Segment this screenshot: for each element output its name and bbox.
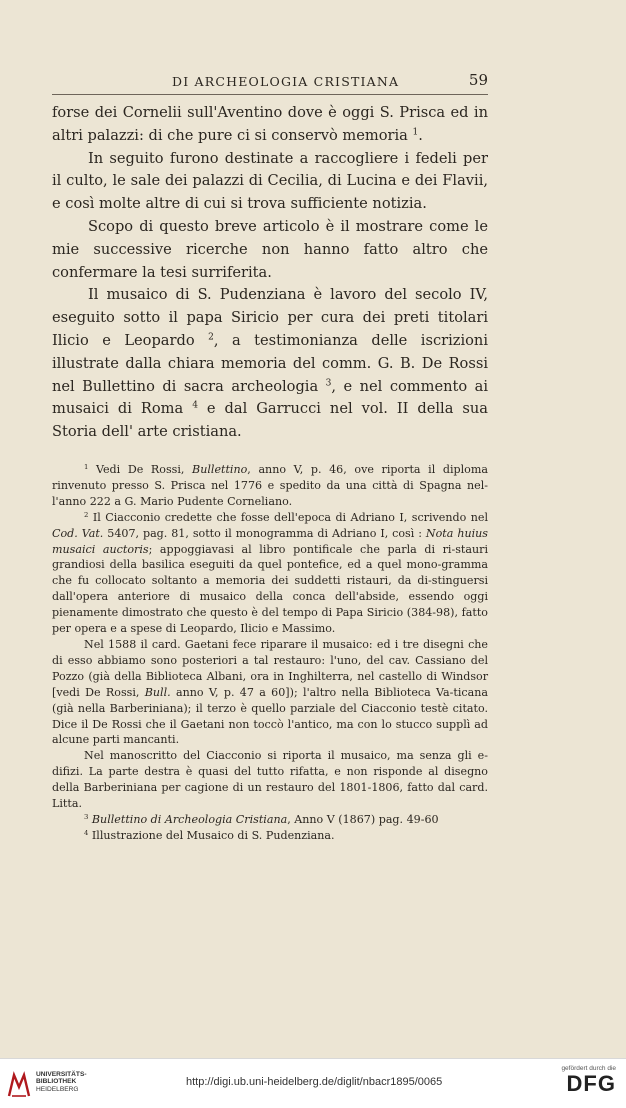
university-name: UNIVERSITÄTS- BIBLIOTHEK HEIDELBERG [36, 1071, 87, 1093]
paragraph-4: Il musaico di S. Pudenziana è lavoro del secolo IV, eseguito sotto il papa Siricio per cura dei preti titolari Ilicio e Leopardo $^2$, a testimonianza delle iscrizioni illustrate dalla chiara memoria del comm. G. B. De Rossi nel Bullettino di sacra archeologia $^3$, e nel commento ai musaici di Roma $^4$ e dal Garrucci nel vol. II della sua Storia dell' arte cristiana. [52, 286, 488, 441]
footnotes [52, 462, 488, 844]
footnote-4: $^4$ Illustrazione del Musaico di S. Pudenziana. [84, 828, 335, 842]
dfg-caption: gefördert durch die [561, 1065, 616, 1072]
footer-bar [0, 1058, 626, 1108]
main-text [52, 102, 488, 444]
note-ref-2: 2 [208, 332, 214, 343]
footnote-1: $^1$ Vedi De Rossi, Bullettino, anno V, p. 46, ove riporta il diploma rinvenuto presso S. Prisca nel 1776 e spedito da una città di Spagna nel-l'anno 222 a G. Mario Pudente Corneliano. [52, 462, 488, 508]
paragraph-1: forse dei Cornelii sull'Aventino dove è oggi S. Prisca ed in altri palazzi: di che pure ci si conservò memoria $^1$. [52, 104, 488, 144]
page-number: 59 [468, 71, 488, 89]
paragraph-2: In seguito furono destinate a raccogliere i fedeli per il culto, le sale dei palazzi di Cecilia, di Lucina e dei Flavii, e così molte altre di cui si trova sufficiente notizia. [52, 149, 488, 213]
header-title: DI ARCHEOLOGIA CRISTIANA [172, 74, 400, 89]
footnote-2-final: Nel manoscritto del Ciacconio si riporta il musaico, ma senza gli e-difizi. La parte destra è quasi del tutto rifatta, e non risponde al disegno della Barberiniana per cagione di un restauro del 1801-1806, fatto dal card. Litta. [52, 749, 488, 811]
university-logo-icon [6, 1069, 32, 1099]
note-ref-1: 1 [412, 127, 419, 138]
note-ref-3: 3 [325, 378, 332, 389]
running-header [52, 72, 488, 92]
footnote-2-continued: Nel 1588 il card. Gaetani fece riparare il musaico: ed i tre disegni che di esso abbiamo sono posteriori a tal restauro: l'uno, del cav. Cassiano del Pozzo (già della Biblioteca Albani, ora in Inghilterra, nel castello di Windsor [vedi De Rossi, Bull. anno V, p. 47 a 60]); l'altro nella Biblioteca Va-ticana (già nella Barberiniana); il terzo è quello parziale del Ciacconio testè citato. Dice il De Rossi che il Gaetani non toccò l'antico, ma con lo stucco supplì ad alcune parti mancanti. [52, 637, 488, 747]
source-link[interactable]: http://digi.ub.uni-heidelberg.de/diglit/nbacr1895/0065 [186, 1076, 443, 1088]
dfg-logo: DFG [566, 1071, 616, 1096]
footnote-3: $^3$ Bullettino di Archeologia Cristiana, Anno V (1867) pag. 49-60 [84, 812, 439, 826]
header-rule [52, 94, 488, 95]
dfg-branding [556, 1065, 616, 1096]
paragraph-3: Scopo di questo breve articolo è il mostrare come le mie successive ricerche non hanno fatto altro che confermare la tesi surriferita. [52, 217, 488, 281]
footnote-2: $^2$ Il Ciacconio credette che fosse dell'epoca di Adriano I, scrivendo nel Cod. Vat. 5407, pag. 81, sotto il monogramma di Adriano I, così : Nota huius musaici auctoris; appoggiavasi al libro pontificale che parla di ri-stauri grandiosi della basilica eseguiti da quel pontefice, ed a quel mono-gramma che fu collocato soltanto a memoria dei suddetti ristauri, da di-stinguersi dall'opera anteriore di musaico della conca dell'abside, essendo oggi pienamente dimostrato che questo è del tempo di Papa Siricio (384-98), fatto per opera e a spese di Leopardo, Ilicio e Massimo. [52, 510, 488, 636]
note-ref-4: 4 [192, 400, 198, 411]
